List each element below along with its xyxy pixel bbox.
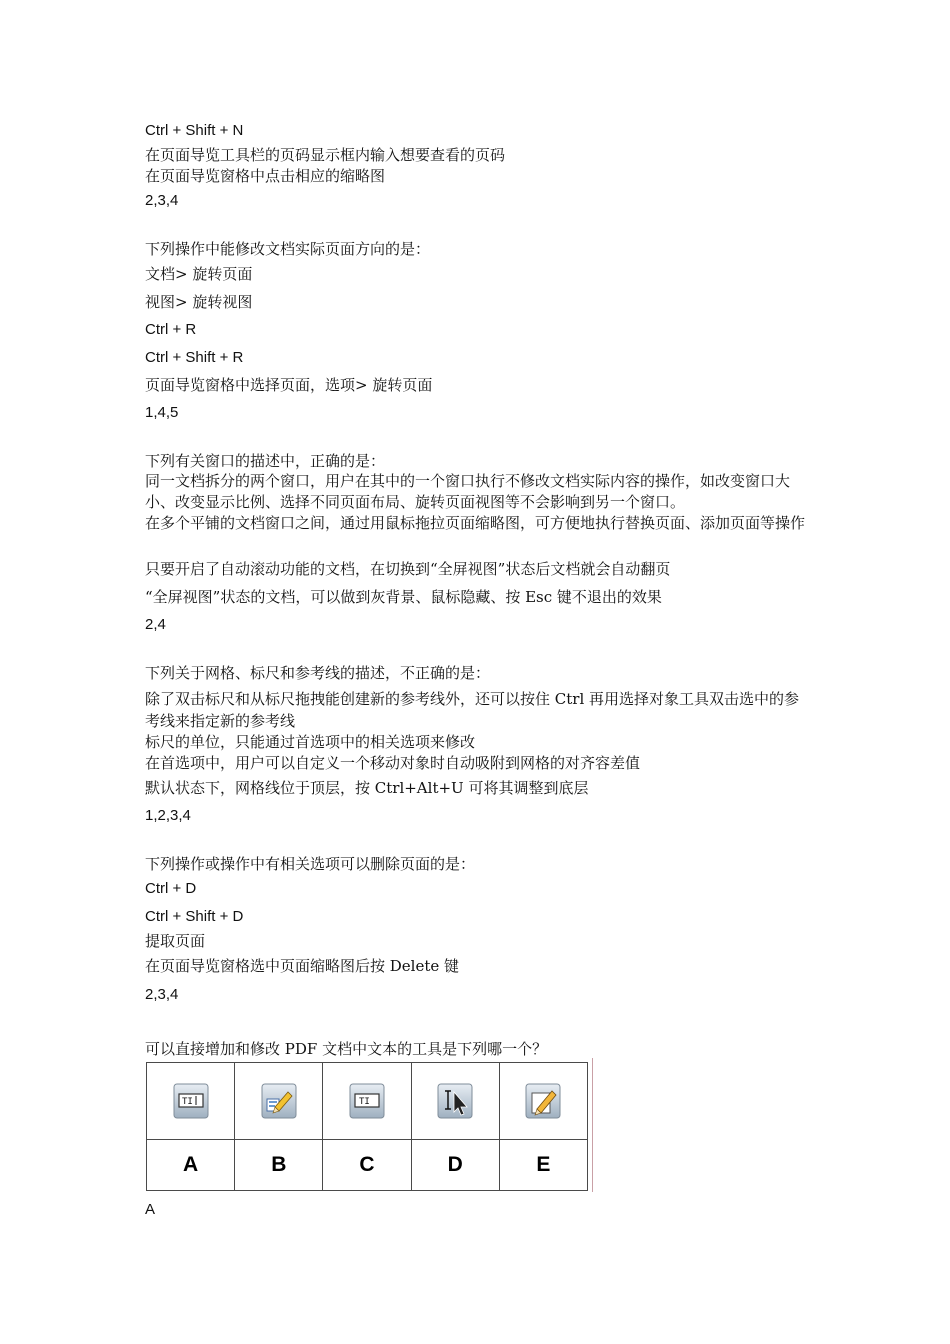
- q4-option-3: 在首选项中，用户可以自定义一个移动对象时自动吸附到网格的对齐容差值: [145, 754, 641, 772]
- edit-pen-tool-icon: [261, 1083, 297, 1119]
- q4-option-4: 默认状态下，网格线位于顶层，按 Ctrl+Alt+U 可将其调整到底层: [145, 779, 589, 797]
- tool-letter-row: [147, 1140, 588, 1191]
- q2-option-5: 页面导览窗格中选择页面，选项> 旋转页面: [145, 376, 433, 394]
- tool-letter-e: E: [499, 1140, 587, 1191]
- q2-option-4: Ctrl + Shift + R: [145, 349, 244, 366]
- tool-letter-c: C: [323, 1140, 411, 1191]
- q2-answer: 1,4,5: [145, 404, 179, 421]
- q2-option-2: 视图> 旋转视图: [145, 293, 253, 311]
- q4-question: 下列关于网格、标尺和参考线的描述，不正确的是：: [145, 664, 491, 682]
- q3-option-2: 在多个平铺的文档窗口之间，通过用鼠标拖拉页面缩略图，可方便地执行替换页面、添加页面等操作: [145, 514, 806, 532]
- q3-answer: 2,4: [145, 616, 166, 633]
- svg-text:TI: TI: [181, 1097, 193, 1107]
- q5-question: 下列操作或操作中有相关选项可以删除页面的是：: [145, 855, 476, 873]
- tool-cell-d: [411, 1063, 499, 1140]
- touchup-pencil-icon: [525, 1083, 561, 1119]
- q2-question: 下列操作中能修改文档实际页面方向的是：: [145, 240, 431, 258]
- q3-option-4: “全屏视图”状态的文档，可以做到灰背景、鼠标隐藏、按 Esc 键不退出的效果: [145, 588, 662, 606]
- q4-answer: 1,2,3,4: [145, 807, 191, 824]
- text-field-tool-icon: [349, 1083, 385, 1119]
- q3-option-1: 同一文档拆分的两个窗口，用户在其中的一个窗口执行不修改文档实际内容的操作，如改变窗口大小、改变显示比例、选择不同页面布局、旋转页面视图等不会影响到另一个窗口。: [145, 472, 791, 511]
- q1-option-3: 在页面导览窗格中点击相应的缩略图: [145, 167, 386, 185]
- q3-question: 下列有关窗口的描述中，正确的是：: [145, 452, 386, 470]
- text-box-tool-icon: [173, 1083, 209, 1119]
- q4-option-2: 标尺的单位，只能通过首选项中的相关选项来修改: [145, 733, 476, 751]
- text-select-cursor-icon: [437, 1083, 473, 1119]
- q5-option-3: 提取页面: [145, 932, 206, 950]
- tool-letter-a: A: [147, 1140, 235, 1191]
- q1-option-1: Ctrl + Shift + N: [145, 122, 244, 139]
- q3-option-3: 只要开启了自动滚动功能的文档，在切换到“全屏视图”状态后文档就会自动翻页: [145, 560, 671, 578]
- q5-option-2: Ctrl + Shift + D: [145, 908, 244, 925]
- q5-answer: 2,3,4: [145, 986, 179, 1003]
- q4-option-1: 除了双击标尺和从标尺拖拽能创建新的参考线外，还可以按住 Ctrl 再用选择对象工具双击选中的参考线来指定新的参考线: [145, 690, 800, 730]
- q6-answer: A: [145, 1201, 156, 1218]
- q2-option-3: Ctrl + R: [145, 321, 197, 338]
- svg-text:TI: TI: [358, 1097, 370, 1107]
- q5-option-1: Ctrl + D: [145, 880, 197, 897]
- tool-cell-b: [235, 1063, 323, 1140]
- q1-option-2: 在页面导览工具栏的页码显示框内输入想要查看的页码: [145, 146, 506, 164]
- tool-cell-c: [323, 1063, 411, 1140]
- tool-letter-b: B: [235, 1140, 323, 1191]
- q5-option-4: 在页面导览窗格选中页面缩略图后按 Delete 键: [145, 957, 460, 975]
- tool-options-table: [146, 1062, 588, 1191]
- q2-option-1: 文档> 旋转页面: [145, 265, 253, 283]
- table-right-rule: [592, 1058, 593, 1192]
- tool-icon-row: [147, 1063, 588, 1140]
- q1-answer: 2,3,4: [145, 192, 179, 209]
- q6-question: 可以直接增加和修改 PDF 文档中文本的工具是下列哪一个？: [145, 1040, 548, 1058]
- tool-letter-d: D: [411, 1140, 499, 1191]
- tool-cell-e: [499, 1063, 587, 1140]
- tool-cell-a: [147, 1063, 235, 1140]
